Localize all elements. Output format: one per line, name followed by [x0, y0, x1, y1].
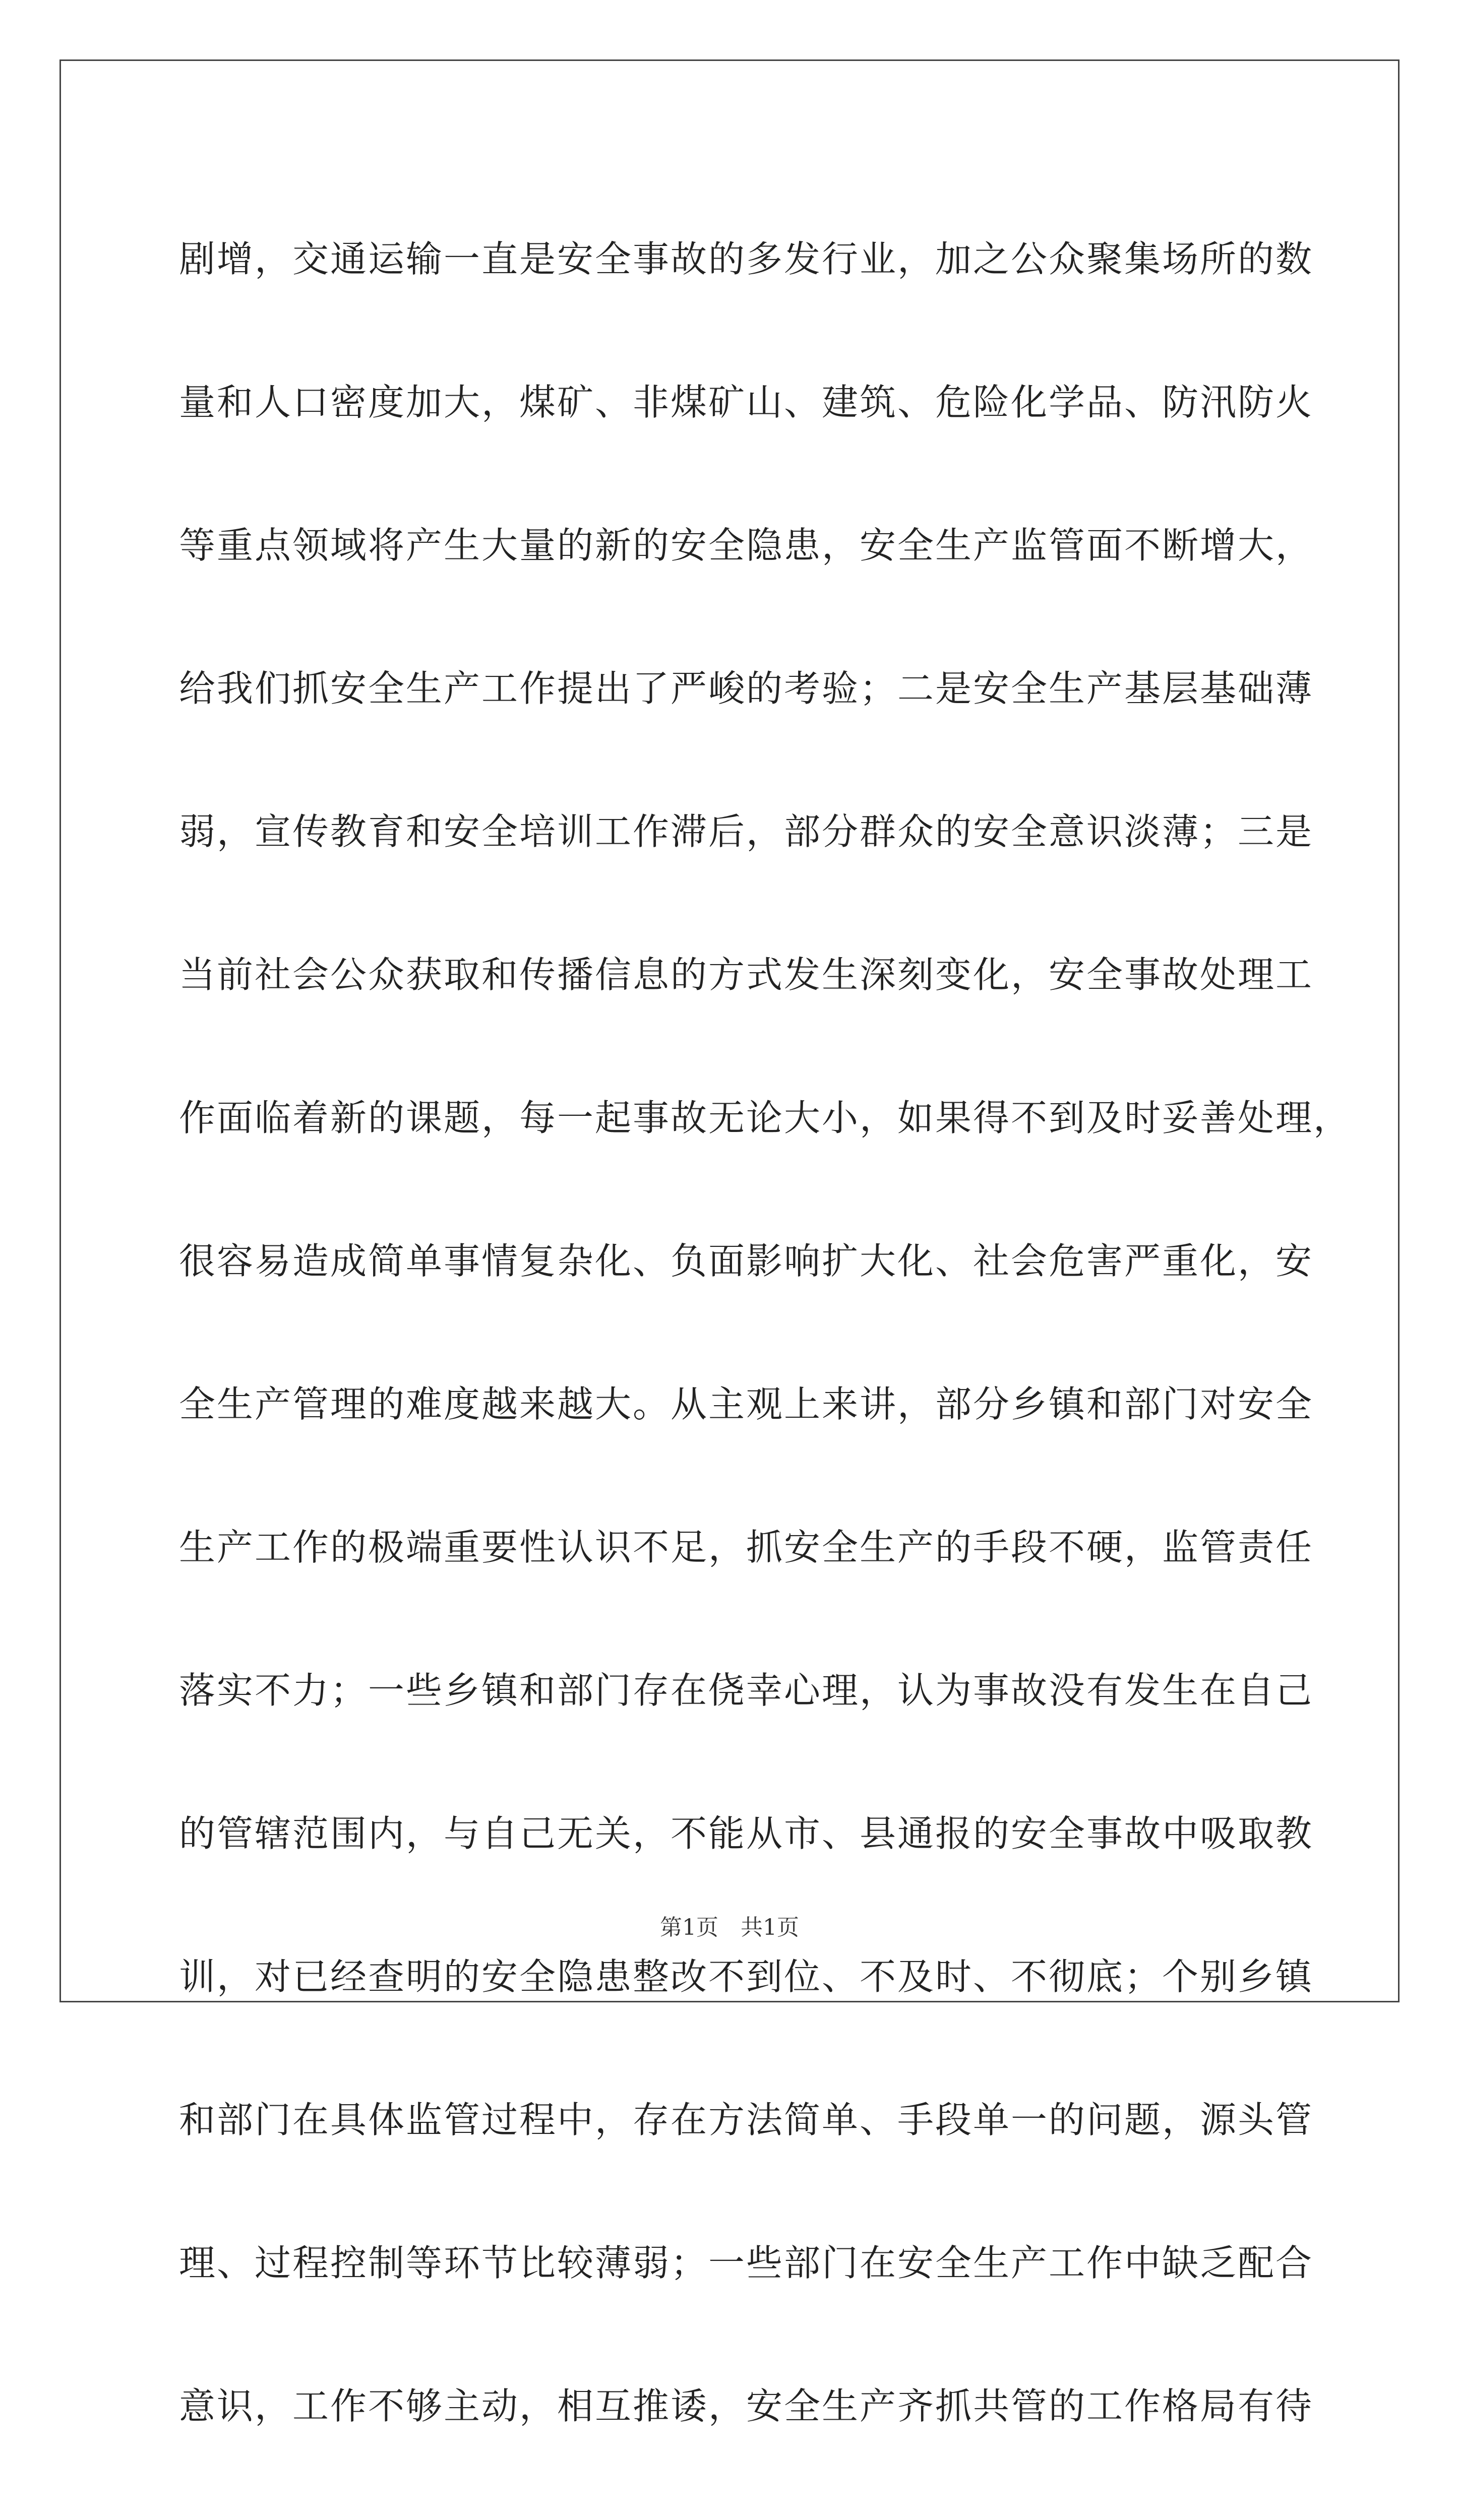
body-text — [179, 187, 1352, 2520]
text-line — [179, 2478, 1293, 2520]
text-line: 的管辖范围内，与自己无关，不能从市、县通报的安全事故中吸取教 — [179, 1812, 1314, 1855]
text-line: 等重点领域将产生大量的新的安全隐患，安全生产监管面不断增大， — [179, 524, 1314, 566]
text-line: 训，对已经查明的安全隐患整改不到位、不及时、不彻底；个别乡镇 — [179, 1956, 1314, 1998]
text-line: 意识，工作不够主动，相互推诿，安全生产齐抓共管的工作格局有待 — [179, 2385, 1314, 2427]
text-line: 给我们抓安全生产工作提出了严峻的考验；二是安全生产基层基础薄 — [179, 667, 1314, 710]
text-line: 落实不力；一些乡镇和部门存在侥幸心理，认为事故没有发生在自己 — [179, 1669, 1314, 1712]
text-line: 量和人口密度加大，煤矿、非煤矿山、建筑、危险化学品、防汛防火 — [179, 381, 1314, 423]
text-line: 当前社会公众获取和传播信息的方式发生深刻变化，安全事故处理工 — [179, 954, 1314, 996]
text-line: 生产工作的极端重要性认识不足，抓安全生产的手段不硬，监管责任 — [179, 1526, 1314, 1568]
text-line: 全生产管理的难度越来越大。从主观上来讲，部分乡镇和部门对安全 — [179, 1383, 1314, 1425]
text-line: 作面临着新的课题，每一起事故无论大小，如果得不到及时妥善处理， — [179, 1097, 1352, 1139]
text-line: 和部门在具体监管过程中，存在方法简单、手段单一的问题，源头管 — [179, 2099, 1314, 2141]
text-line: 弱，宣传教育和安全培训工作滞后，部分群众的安全意识淡薄；三是 — [179, 810, 1314, 853]
page-footer: 第1页 共1页 — [660, 1915, 799, 1940]
text-line: 理、过程控制等环节比较薄弱；一些部门在安全生产工作中缺乏配合 — [179, 2242, 1314, 2284]
text-line: 很容易造成简单事情复杂化、负面影响扩大化、社会危害严重化，安 — [179, 1240, 1314, 1282]
text-line: 剧增，交通运输一直是安全事故的多发行业，加之公众聚集场所的数 — [179, 238, 1314, 280]
